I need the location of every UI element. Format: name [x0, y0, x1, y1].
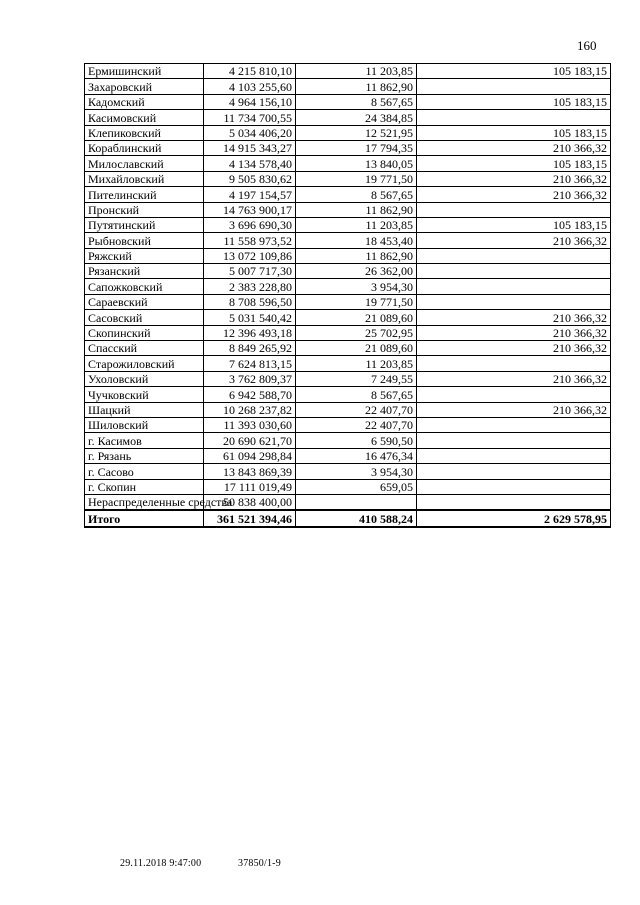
total-cell-c: 2 629 578,95 [417, 510, 611, 526]
table-cell-b: 12 521,95 [296, 125, 417, 140]
table-cell-b: 11 862,90 [296, 79, 417, 94]
table-cell-b: 11 203,85 [296, 356, 417, 371]
table-cell-name: Скопинский [85, 325, 204, 340]
table-cell-c [417, 110, 611, 125]
table-row [85, 156, 611, 171]
table-cell-name: Рыбновский [85, 233, 204, 248]
table-row [85, 140, 611, 155]
table-cell-name: Шиловский [85, 417, 204, 432]
table-cell-name: Касимовский [85, 110, 204, 125]
table-cell-a: 4 964 156,10 [204, 94, 296, 109]
table-row [85, 479, 611, 494]
table-cell-c [417, 248, 611, 263]
table-cell-name: Сапожковский [85, 279, 204, 294]
table-cell-a: 12 396 493,18 [204, 325, 296, 340]
table-cell-a: 9 505 830,62 [204, 171, 296, 186]
total-cell-name: Итого [85, 510, 204, 526]
table-cell-a: 6 942 588,70 [204, 387, 296, 402]
data-table [84, 63, 611, 528]
table-cell-name: Клепиковский [85, 125, 204, 140]
table-row [85, 202, 611, 217]
table-cell-c: 210 366,32 [417, 341, 611, 356]
table-cell-a: 10 268 237,82 [204, 402, 296, 417]
table-row [85, 187, 611, 202]
table-cell-a: 5 007 717,30 [204, 264, 296, 279]
table-cell-name: Милославский [85, 156, 204, 171]
table-row [85, 371, 611, 386]
table-cell-c [417, 479, 611, 494]
table-row [85, 279, 611, 294]
table-cell-c [417, 417, 611, 432]
table-cell-name: Захаровский [85, 79, 204, 94]
table-cell-c: 210 366,32 [417, 371, 611, 386]
footer-doc-id: 37850/1-9 [238, 858, 281, 869]
table-row [85, 94, 611, 109]
table-row [85, 417, 611, 432]
table-cell-a: 11 393 030,60 [204, 417, 296, 432]
table-row [85, 402, 611, 417]
page-number: 160 [577, 38, 597, 53]
table-cell-name: Шацкий [85, 402, 204, 417]
table-cell-b: 11 203,85 [296, 64, 417, 79]
table-cell-a: 2 383 228,80 [204, 279, 296, 294]
table-cell-name: Кораблинский [85, 140, 204, 155]
total-cell-b: 410 588,24 [296, 510, 417, 526]
table-cell-c: 210 366,32 [417, 140, 611, 155]
table-cell-a: 4 103 255,60 [204, 79, 296, 94]
table-cell-b: 22 407,70 [296, 417, 417, 432]
table-cell-b: 18 453,40 [296, 233, 417, 248]
table-row [85, 294, 611, 309]
table-cell-b [296, 494, 417, 510]
table-cell-b: 8 567,65 [296, 187, 417, 202]
table-cell-a: 61 094 298,84 [204, 448, 296, 463]
table-row [85, 233, 611, 248]
table-cell-a: 13 072 109,86 [204, 248, 296, 263]
table-cell-a: 4 215 810,10 [204, 64, 296, 79]
table-cell-a: 7 624 813,15 [204, 356, 296, 371]
table-cell-a: 14 763 900,17 [204, 202, 296, 217]
table-cell-b: 6 590,50 [296, 433, 417, 448]
table-cell-a: 11 734 700,55 [204, 110, 296, 125]
table-cell-b: 21 089,60 [296, 310, 417, 325]
table-cell-c: 105 183,15 [417, 64, 611, 79]
table-cell-a: 5 031 540,42 [204, 310, 296, 325]
table-cell-name: Кадомский [85, 94, 204, 109]
table-cell-name: Ряжский [85, 248, 204, 263]
table-cell-b: 13 840,05 [296, 156, 417, 171]
table-cell-name: г. Скопин [85, 479, 204, 494]
table-cell-b: 11 862,90 [296, 202, 417, 217]
table-cell-name: Спасский [85, 341, 204, 356]
table-row [85, 79, 611, 94]
table-cell-b: 19 771,50 [296, 294, 417, 309]
table-cell-name: Путятинский [85, 217, 204, 232]
table-row [85, 387, 611, 402]
table-row [85, 217, 611, 232]
footer [120, 858, 315, 869]
table-row [85, 125, 611, 140]
table-cell-b: 7 249,55 [296, 371, 417, 386]
table-cell-c [417, 356, 611, 371]
table-cell-name: Пителинский [85, 187, 204, 202]
table-row [85, 64, 611, 79]
table-cell-name: г. Рязань [85, 448, 204, 463]
table-cell-name: Сасовский [85, 310, 204, 325]
table-row [85, 264, 611, 279]
table-cell-c [417, 264, 611, 279]
table-row [85, 356, 611, 371]
table-cell-name: Михайловский [85, 171, 204, 186]
table-cell-b: 19 771,50 [296, 171, 417, 186]
table-cell-a: 8 708 596,50 [204, 294, 296, 309]
table-cell-a: 3 762 809,37 [204, 371, 296, 386]
table-cell-c: 210 366,32 [417, 325, 611, 340]
table-cell-c [417, 202, 611, 217]
table-row [85, 433, 611, 448]
table-cell-name: Ухоловский [85, 371, 204, 386]
table-cell-name: Старожиловский [85, 356, 204, 371]
table-cell-a: 50 838 400,00 [204, 494, 296, 510]
table-row [85, 341, 611, 356]
table-cell-b: 3 954,30 [296, 464, 417, 479]
table-cell-b: 22 407,70 [296, 402, 417, 417]
table-cell-b: 21 089,60 [296, 341, 417, 356]
table-cell-b: 11 203,85 [296, 217, 417, 232]
table-row [85, 464, 611, 479]
table-row [85, 171, 611, 186]
table-cell-name: Чучковский [85, 387, 204, 402]
table-cell-c: 105 183,15 [417, 125, 611, 140]
table-cell-a: 8 849 265,92 [204, 341, 296, 356]
table-cell-c [417, 79, 611, 94]
table-cell-c: 210 366,32 [417, 310, 611, 325]
table-row [85, 325, 611, 340]
table-cell-c: 105 183,15 [417, 217, 611, 232]
table-cell-b: 16 476,34 [296, 448, 417, 463]
table-cell-name: Пронский [85, 202, 204, 217]
table-cell-a: 11 558 973,52 [204, 233, 296, 248]
table-cell-name: г. Сасово [85, 464, 204, 479]
footer-datetime: 29.11.2018 9:47:00 [120, 858, 202, 869]
table-cell-name: Рязанский [85, 264, 204, 279]
table-cell-a: 3 696 690,30 [204, 217, 296, 232]
table-row [85, 110, 611, 125]
table-cell-b: 11 862,90 [296, 248, 417, 263]
table-cell-c: 210 366,32 [417, 171, 611, 186]
table-row [85, 248, 611, 263]
table-row [85, 448, 611, 463]
table-cell-c [417, 279, 611, 294]
table-cell-c: 210 366,32 [417, 187, 611, 202]
table-cell-name: г. Касимов [85, 433, 204, 448]
total-cell-a: 361 521 394,46 [204, 510, 296, 526]
table-cell-c [417, 433, 611, 448]
table-row [85, 494, 611, 510]
table-cell-b: 659,05 [296, 479, 417, 494]
table-body [85, 64, 611, 527]
table-row [85, 310, 611, 325]
table-cell-a: 4 197 154,57 [204, 187, 296, 202]
table-cell-b: 24 384,85 [296, 110, 417, 125]
table-cell-a: 20 690 621,70 [204, 433, 296, 448]
total-row [85, 510, 611, 526]
table-cell-c: 210 366,32 [417, 402, 611, 417]
table-cell-a: 14 915 343,27 [204, 140, 296, 155]
table-cell-b: 26 362,00 [296, 264, 417, 279]
table-cell-a: 17 111 019,49 [204, 479, 296, 494]
table-cell-b: 8 567,65 [296, 94, 417, 109]
table-cell-c [417, 494, 611, 510]
table-cell-c [417, 387, 611, 402]
table-cell-c: 105 183,15 [417, 94, 611, 109]
table-cell-b: 8 567,65 [296, 387, 417, 402]
table-cell-c [417, 294, 611, 309]
table-cell-c: 105 183,15 [417, 156, 611, 171]
table-cell-c [417, 448, 611, 463]
table-cell-c [417, 464, 611, 479]
table-cell-a: 13 843 869,39 [204, 464, 296, 479]
table-cell-a: 4 134 578,40 [204, 156, 296, 171]
table-cell-b: 3 954,30 [296, 279, 417, 294]
table-cell-name: Ермишинский [85, 64, 204, 79]
table-cell-c: 210 366,32 [417, 233, 611, 248]
table-cell-name: Сараевский [85, 294, 204, 309]
table-cell-name: Нераспределенные средства [85, 494, 204, 510]
table-cell-b: 17 794,35 [296, 140, 417, 155]
table-cell-a: 5 034 406,20 [204, 125, 296, 140]
table-cell-b: 25 702,95 [296, 325, 417, 340]
